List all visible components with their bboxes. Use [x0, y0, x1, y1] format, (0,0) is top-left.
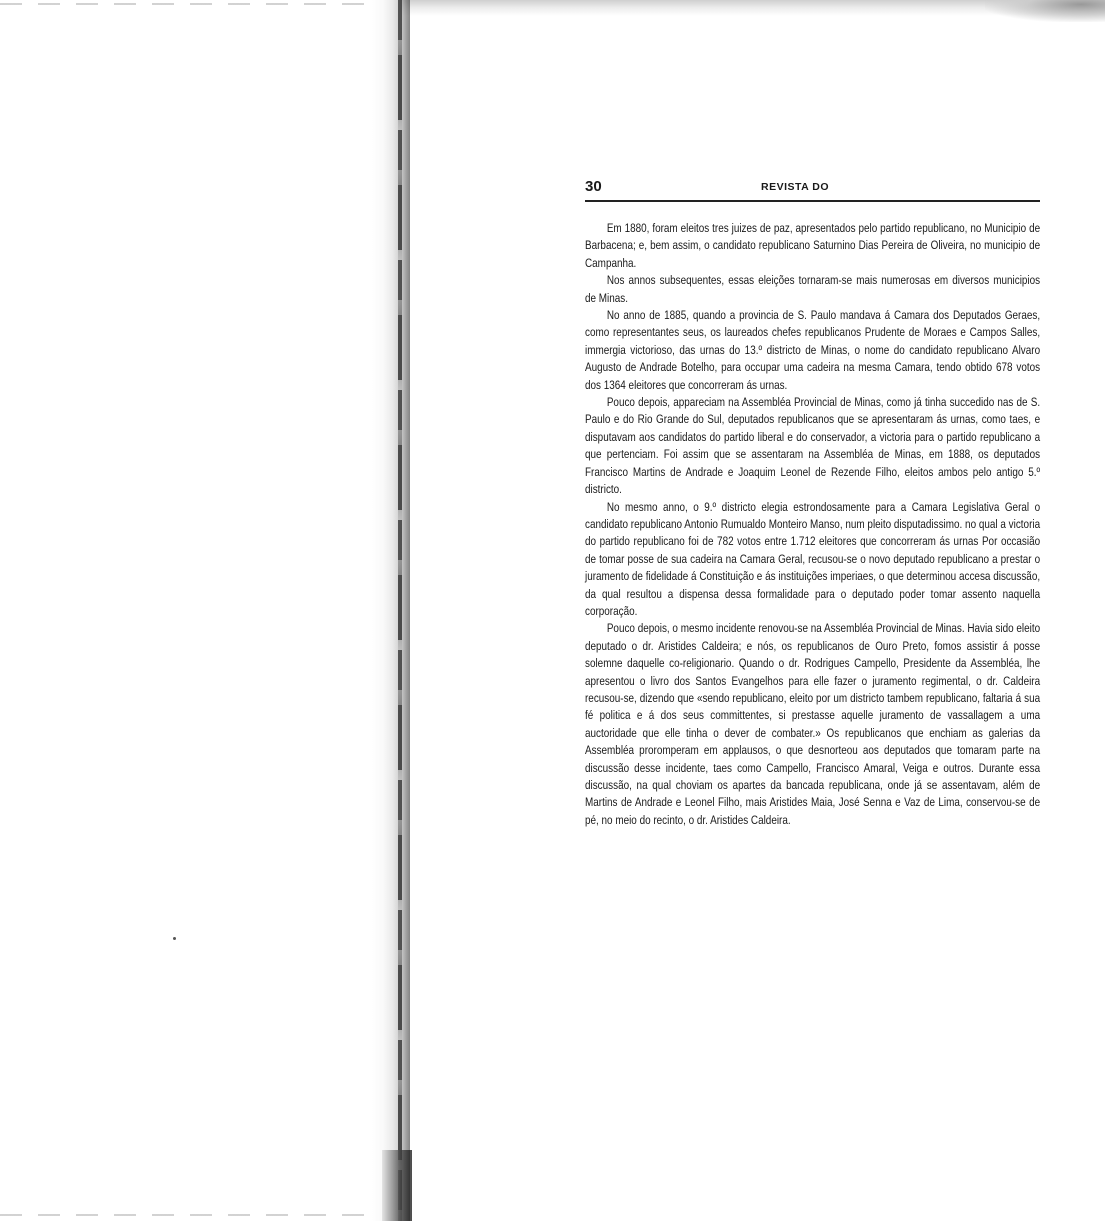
running-title: REVISTA DO [761, 181, 830, 193]
scan-smudge [985, 0, 1105, 22]
paragraph: Nos annos subsequentes, essas eleições tornaram-se mais numerosas em diversos municipios de Minas. [585, 273, 1041, 305]
book-page [585, 178, 1040, 829]
scan-edge-dashes-top [0, 3, 372, 5]
book-gutter-shadow [372, 0, 410, 1221]
paragraph: Em 1880, foram eleitos tres juizes de paz, apresentados pelo partido republicano, no Municipio de Barbacena; e, bem assim, o candidato republicano Saturnino Dias Pereira de Oliveira, no municipio de Campanha. [585, 221, 1041, 270]
paragraph: Pouco depois, o mesmo incidente renovou-se na Assembléa Provincial de Minas. Havia sido eleito deputado o dr. Aristides Caldeira; e nós, os republicanos de Ouro Preto, fomos assistir á posse solemne daquelle co-religionario. Quando o dr. Rodrigues Campello, Presidente da Assembléa, lhe apresentou o livro dos Santos Evangelhos para elle fazer o juramento regimental, o dr. Caldeira recusou-se, dizendo que «sendo republicano, eleito por um districto tambem republicano, faltaria á sua fé politica e á dos seus committentes, si prestasse aquelle juramento de vassallagem a uma auctoridade que elle tinha o dever de combater.» Os republicanos que enchiam as galerias da Assembléa proromperam em applausos, o que desnorteou aos deputados que tomaram parte na discussão desse incidente, taes como Campello, Francisco Amaral, Veiga e outros. Durante essa discussão, na qual choviam os apartes da bancada republicana, onde já se assentavam, além de Martins de Andrade e Leonel Filho, mais Aristides Maia, José Senna e Vaz de Lima, conservou-se de pé, no meio do recinto, o dr. Aristides Caldeira. [585, 621, 1041, 827]
page-header [585, 178, 1040, 202]
book-spine-edge [398, 0, 402, 1221]
paragraph: No mesmo anno, o 9.º districto elegia estrondosamente para a Camara Legislativa Geral o candidato republicano Antonio Rumualdo Monteiro Manso, num pleito disputadissimo. no qual a victoria do partido republicano foi de 782 votos entre 1.712 eleitores que concorreram ás urnas Por occasião de tomar posse de sua cadeira na Camara Geral, recusou-se o novo deputado republicano a prestar o juramento de fidelidade á Constituição e ás instituições imperiaes, o que determinou accesa discussão, da qual resultou a dispensa dessa formalidade para o deputado poder tomar assento naquella corporação. [585, 499, 1041, 618]
book-spine-bottom [382, 1150, 412, 1221]
paragraph: No anno de 1885, quando a provincia de S. Paulo mandava á Camara dos Deputados Geraes, como representantes seus, os laureados chefes republicanos Prudente de Moraes e Campos Salles, immergia victorioso, das urnas do 13.º districto de Minas, o nome do candidato republicano Alvaro Augusto de Andrade Botelho, para occupar uma cadeira na mesma Camara, tendo obtido 678 votos dos 1364 eleitores que concorreram ás urnas. [585, 308, 1041, 392]
article-body [585, 220, 1040, 829]
scan-speck [173, 937, 176, 940]
paragraph: Pouco depois, appareciam na Assembléa Provincial de Minas, como já tinha succedido nas de S. Paulo e do Rio Grande do Sul, deputados republicanos que se apresentaram ás urnas, como taes, e disputavam aos candidatos do partido liberal e do conservador, a victoria para o partido republicano a que pertenciam. Foi assim que se assentaram na Assembléa de Minas, em 1888, os deputados Francisco Martins de Andrade e Joaquim Leonel de Rezende Filho, eleitos ambos pelo antigo 5.º districto. [585, 395, 1041, 497]
page-number: 30 [585, 178, 602, 195]
scan-edge-dashes-bottom [0, 1214, 372, 1216]
